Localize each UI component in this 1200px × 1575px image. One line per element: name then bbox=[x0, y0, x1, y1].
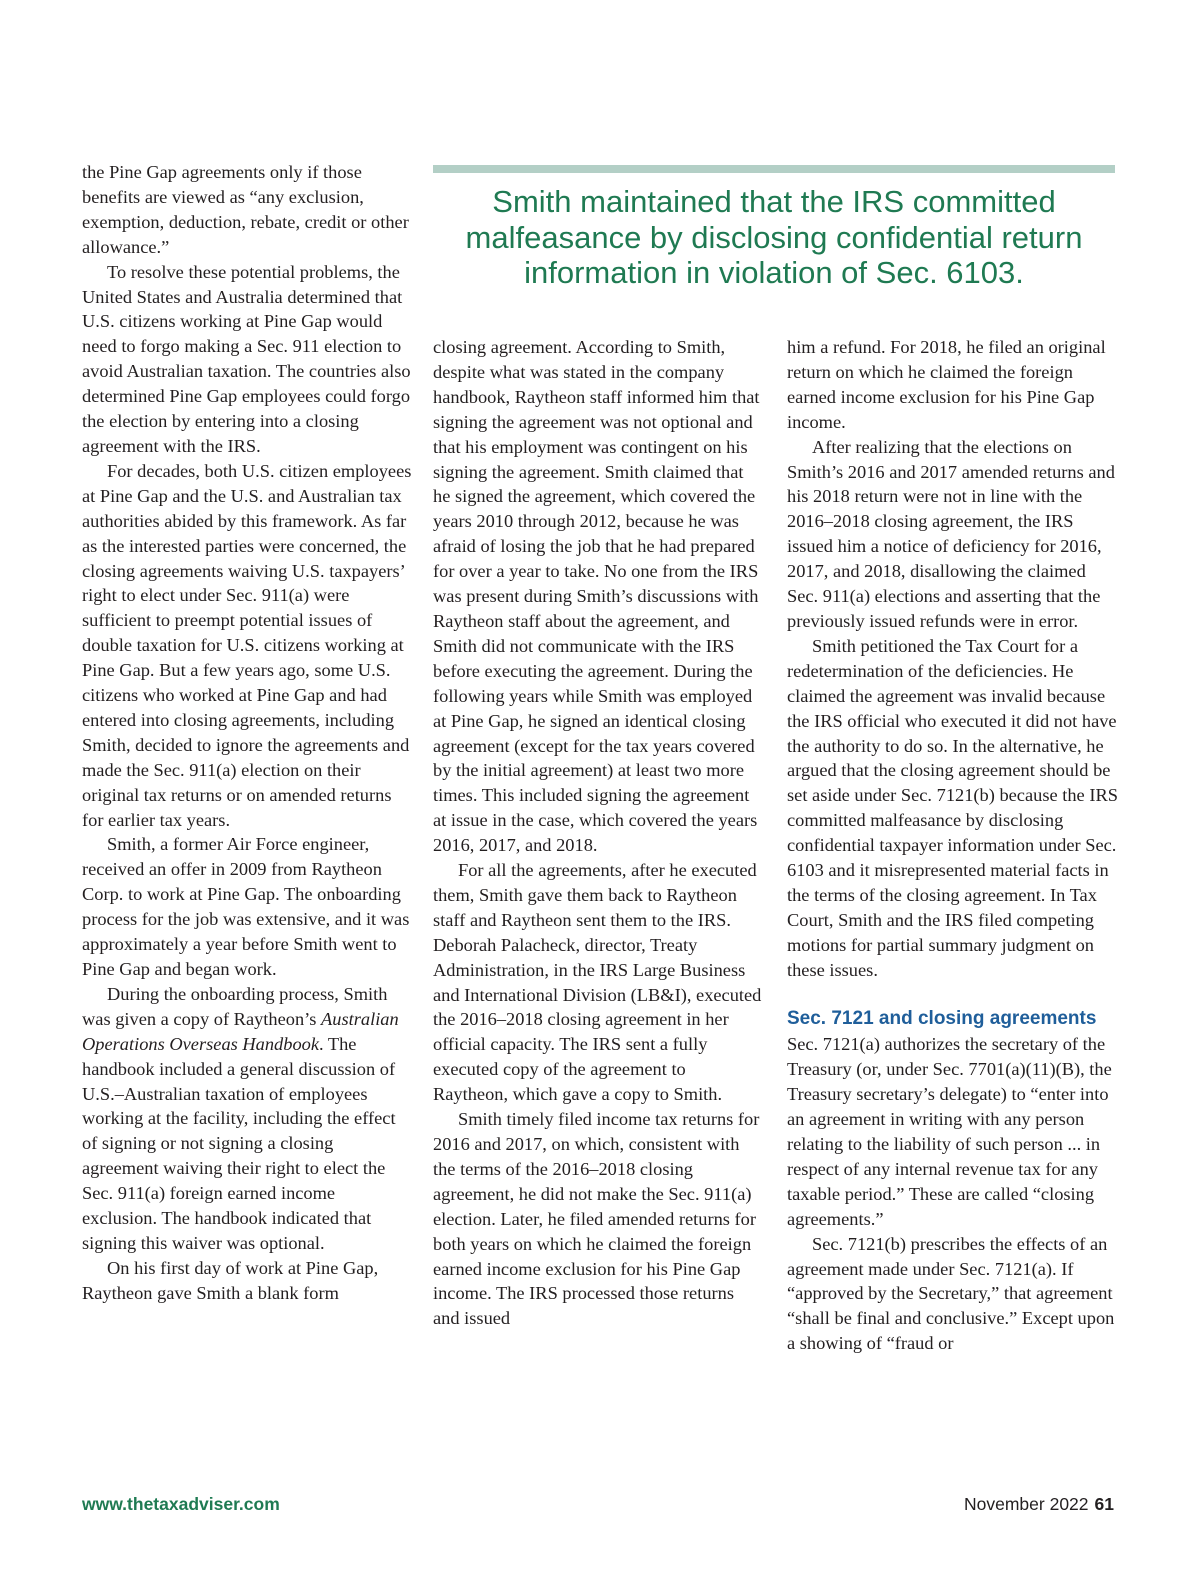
paragraph-text: During the onboarding process, Smith was given a copy of Raytheon’s bbox=[82, 983, 388, 1029]
pull-quote-rule bbox=[433, 165, 1115, 173]
paragraph: After realizing that the elections on Smith’s 2016 and 2017 amended returns and his 2018 return were not in line with the 2016–2018 closing agreement, the IRS issued him a notice of deficiency for 2016, 2017, and 2018, disallowing the claimed Sec. 911(a) elections and asserting that the previously issued refunds were in error. bbox=[787, 436, 1115, 631]
footer-issue bbox=[964, 1494, 1114, 1515]
paragraph: Sec. 7121(b) prescribes the effects of an agreement made under Sec. 7121(a). If “approved by the Secretary,” that agreement “shall be final and conclusive.” Except upon a showing of “fraud or bbox=[787, 1233, 1115, 1354]
paragraph: Sec. 7121(a) authorizes the secretary of the Treasury (or, under Sec. 7701(a)(11)(B), the Treasury secretary’s delegate) to “enter into an agreement in writing with any person relating to the liability of such person ... in respect of any internal revenue tax for any taxable period.” These are called “closing agreements.” bbox=[787, 1034, 1112, 1229]
handbook-title: Australian Operations Overseas Handbook bbox=[82, 1008, 399, 1054]
paragraph: For all the agreements, after he executed them, Smith gave them back to Raytheon staff and Raytheon sent them to the IRS. Deborah Palacheck, director, Treaty Administration, in the IRS Large Business and International Division (LB&I), executed the 2016–2018 closing agreement in her official capacity. The IRS sent a fully executed copy of the agreement to Raytheon, which gave a copy to Smith. bbox=[433, 860, 762, 1105]
section-heading: Sec. 7121 and closing agreements bbox=[787, 1008, 1097, 1030]
footer-url: www.thetaxadviser.com bbox=[82, 1494, 280, 1514]
article-column-2 bbox=[433, 335, 765, 1331]
paragraph: Smith petitioned the Tax Court for a redetermination of the deficiencies. He claimed the agreement was invalid because the IRS official who executed it did not have the authority to do so. In the alternative, he argued that the closing agreement should be set aside under Sec. 7121(b) because the IRS committed malfeasance by disclosing confidential taxpayer information under Sec. 6103 and it misrepresented material facts in the terms of the closing agreement. In Tax Court, Smith and the IRS filed competing motions for partial summary judgment on these issues. bbox=[787, 635, 1118, 980]
paragraph: him a refund. For 2018, he filed an original return on which he claimed the foreign earned income exclusion for his Pine Gap income. bbox=[787, 337, 1106, 432]
paragraph: Smith, a former Air Force engineer, received an offer in 2009 from Raytheon Corp. to work at Pine Gap. The onboarding process for the job was extensive, and it was approximately a year before Smith went to Pine Gap and began work. bbox=[82, 834, 410, 979]
paragraph: closing agreement. According to Smith, despite what was stated in the company handbook, Raytheon staff informed him that signing the agreement was not optional and that his employment was contingent on his signing the agreement. Smith claimed that he signed the agreement, which covered the years 2010 through 2012, because he was afraid of losing the job that he had prepared for over a year to take. No one from the IRS was present during Smith’s discussions with Raytheon staff about the agreement, and Smith did not communicate with the IRS before executing the agreement. During the following years while Smith was employed at Pine Gap, he signed an identical closing agreement (except for the tax years covered by the initial agreement) at least two more times. This included signing the agreement at issue in the case, which covered the years 2016, 2017, and 2018. bbox=[433, 337, 760, 856]
article-column-3 bbox=[787, 335, 1119, 1356]
footer-date: November 2022 bbox=[964, 1494, 1089, 1514]
article-column-1 bbox=[82, 160, 412, 1306]
paragraph: On his first day of work at Pine Gap, Raytheon gave Smith a blank form bbox=[82, 1257, 379, 1303]
pull-quote: Smith maintained that the IRS committed malfeasance by disclosing confidential return information in violation of Sec. 6103. bbox=[465, 184, 1083, 290]
paragraph-text: . The handbook included a general discussion of U.S.–Australian taxation of employees working at the facility, including the effect of signing or not signing a closing agreement waiving their right to elect the Sec. 911(a) foreign earned income exclusion. The handbook indicated that signing this waiver was optional. bbox=[82, 1033, 396, 1253]
paragraph: To resolve these potential problems, the United States and Australia determined that U.S. citizens working at Pine Gap would need to forgo making a Sec. 911 election to avoid Australian taxation. The countries also determined Pine Gap employees could forgo the election by entering into a closing agreement with the IRS. bbox=[82, 261, 411, 456]
paragraph: For decades, both U.S. citizen employees at Pine Gap and the U.S. and Australian tax authorities abided by this framework. As far as the interested parties were concerned, the closing agreements waiving U.S. taxpayers’ right to elect under Sec. 911(a) were sufficient to preempt potential issues of double taxation for U.S. citizens working at Pine Gap. But a few years ago, some U.S. citizens who worked at Pine Gap and had entered into closing agreements, including Smith, decided to ignore the agreements and made the Sec. 911(a) election on their original tax returns or on amended returns for earlier tax years. bbox=[82, 460, 412, 830]
paragraph: the Pine Gap agreements only if those benefits are viewed as “any exclusion, exemption, deduction, rebate, credit or other allowance.” bbox=[82, 162, 409, 257]
paragraph bbox=[82, 982, 412, 1256]
page-number: 61 bbox=[1094, 1494, 1114, 1514]
paragraph: Smith timely filed income tax returns for 2016 and 2017, on which, consistent with the terms of the 2016–2018 closing agreement, he did not make the Sec. 911(a) election. Later, he filed amended returns for both years on which he claimed the foreign earned income exclusion for his Pine Gap income. The IRS processed those returns and issued bbox=[433, 1109, 760, 1329]
